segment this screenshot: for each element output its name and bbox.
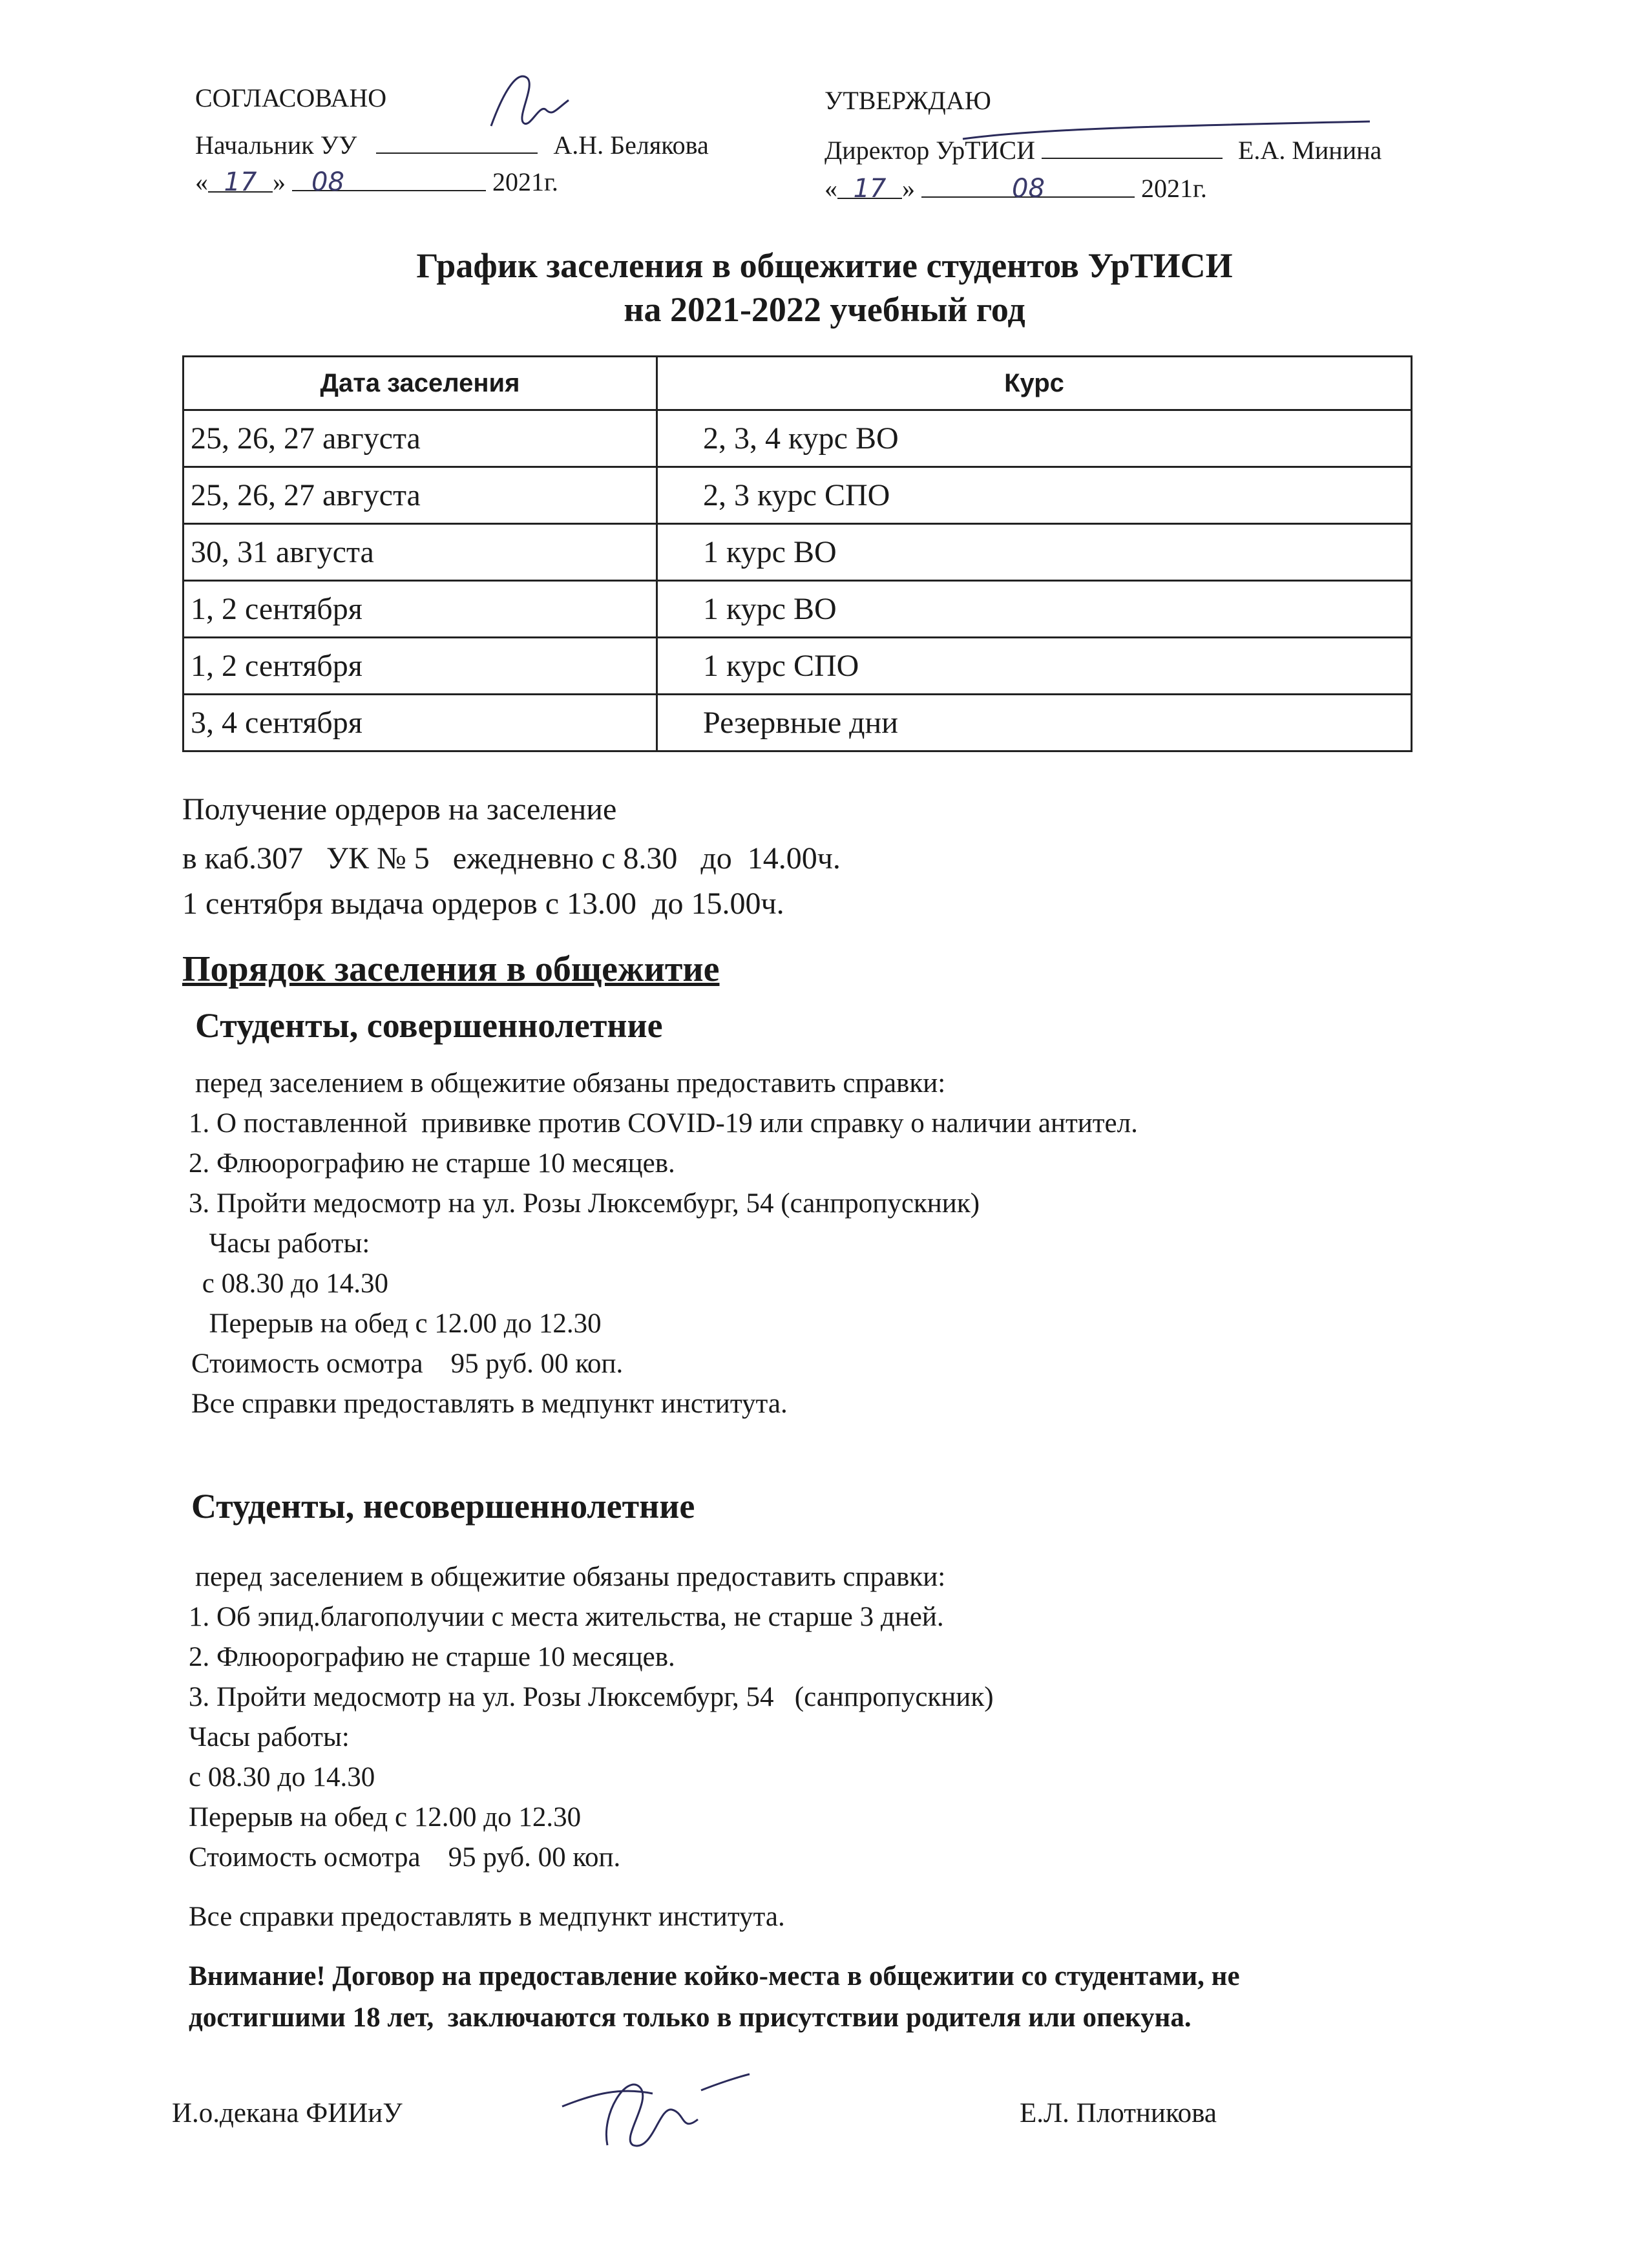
- approval-left-year: 2021г.: [492, 167, 558, 196]
- approval-right-signature: [956, 116, 1383, 155]
- minors-line: 3. Пройти медосмотр на ул. Розы Люксембург, 54 (санпропускник): [189, 1682, 994, 1712]
- approval-right-name: Е.А. Минина: [1238, 136, 1382, 165]
- table-row: [184, 638, 1412, 695]
- minors-line: перед заселением в общежитие обязаны предоставить справки:: [195, 1562, 946, 1592]
- minors-line: 2. Флюорографию не старше 10 месяцев.: [189, 1642, 675, 1672]
- adults-line: Перерыв на обед с 12.00 до 12.30: [195, 1308, 602, 1339]
- quote-close: »: [902, 174, 915, 203]
- table-row: [184, 410, 1412, 467]
- minors-line: Перерыв на обед с 12.00 до 12.30: [189, 1802, 582, 1832]
- footer-signature: [543, 2048, 762, 2178]
- adults-line: Все справки предоставлять в медпункт института.: [191, 1389, 788, 1419]
- document-title: График заселения в общежитие студентов УрТИСИ: [416, 246, 1233, 285]
- approval-left-heading: СОГЛАСОВАНО: [195, 83, 387, 112]
- cell-date: 30, 31 августа: [184, 524, 657, 581]
- cell-course: 1 курс ВО: [657, 524, 1412, 581]
- approval-left-month: 08: [292, 165, 486, 191]
- warning-line-1: Внимание! Договор на предоставление койко-места в общежитии со студентами, не: [189, 1961, 1240, 1991]
- cell-course: 1 курс ВО: [657, 581, 1412, 638]
- table-header-row: [184, 357, 1412, 410]
- cell-course: Резервные дни: [657, 695, 1412, 751]
- cell-course: 2, 3 курс СПО: [657, 467, 1412, 524]
- approval-left-name: А.Н. Белякова: [553, 131, 709, 160]
- orders-line-2: в каб.307 УК № 5 ежедневно с 8.30 до 14.00ч.: [182, 841, 841, 876]
- approval-left-position-line: [195, 127, 709, 162]
- orders-line-1: Получение ордеров на заселение: [182, 792, 617, 826]
- table-row: [184, 581, 1412, 638]
- table-row: [184, 524, 1412, 581]
- warning-line-2: достигшими 18 лет, заключаются только в присутствии родителя или опекуна.: [189, 2002, 1192, 2033]
- cell-course: 2, 3, 4 курс ВО: [657, 410, 1412, 467]
- adults-line: Часы работы:: [195, 1228, 370, 1259]
- quote-open: «: [824, 174, 837, 203]
- table-row: [184, 467, 1412, 524]
- footer-position: И.о.декана ФИИиУ: [172, 2098, 403, 2128]
- adults-line: Стоимость осмотра 95 руб. 00 коп.: [191, 1349, 624, 1379]
- minors-line: Стоимость осмотра 95 руб. 00 коп.: [189, 1842, 621, 1873]
- cell-date: 1, 2 сентября: [184, 638, 657, 695]
- adults-line: перед заселением в общежитие обязаны предоставить справки:: [195, 1068, 946, 1098]
- approval-left-day: 17: [208, 165, 273, 193]
- cell-date: 1, 2 сентября: [184, 581, 657, 638]
- cell-date: 3, 4 сентября: [184, 695, 657, 751]
- quote-open: «: [195, 167, 208, 196]
- approval-left-position: Начальник УУ: [195, 131, 357, 160]
- adults-line: 2. Флюорографию не старше 10 месяцев.: [189, 1148, 675, 1179]
- minors-line: с 08.30 до 14.30: [189, 1762, 375, 1792]
- approval-left-signature: [478, 65, 582, 142]
- minors-line: 1. Об эпид.благополучии с места жительства, не старше 3 дней.: [189, 1602, 944, 1632]
- adults-line: 3. Пройти медосмотр на ул. Розы Люксембург, 54 (санпропускник): [189, 1188, 980, 1219]
- column-header-date: Дата заселения: [184, 357, 657, 410]
- cell-date: 25, 26, 27 августа: [184, 410, 657, 467]
- document-subtitle: на 2021-2022 учебный год: [624, 290, 1025, 329]
- adults-heading: Студенты, совершеннолетние: [195, 1006, 663, 1045]
- approval-right-position: Директор УрТИСИ: [824, 136, 1035, 165]
- table-row: [184, 695, 1412, 751]
- approval-right-date-line: [824, 172, 1207, 205]
- approval-left-date-line: [195, 165, 558, 199]
- approval-right-month: 08: [921, 172, 1135, 198]
- orders-line-3: 1 сентября выдача ордеров с 13.00 до 15.00ч.: [182, 887, 784, 921]
- minors-final-line: Все справки предоставлять в медпункт института.: [189, 1902, 785, 1932]
- approval-right-day: 17: [837, 172, 902, 199]
- minors-heading: Студенты, несовершеннолетние: [191, 1487, 695, 1526]
- column-header-course: Курс: [657, 357, 1412, 410]
- minors-line: Часы работы:: [189, 1722, 350, 1752]
- approval-right-year: 2021г.: [1141, 174, 1207, 203]
- adults-line: 1. О поставленной прививке против COVID-19 или справку о наличии антител.: [189, 1108, 1138, 1139]
- schedule-table: [182, 355, 1413, 752]
- cell-course: 1 курс СПО: [657, 638, 1412, 695]
- adults-line: с 08.30 до 14.30: [195, 1268, 388, 1299]
- cell-date: 25, 26, 27 августа: [184, 467, 657, 524]
- footer-name: Е.Л. Плотникова: [1020, 2098, 1217, 2128]
- quote-close: »: [273, 167, 286, 196]
- approval-right-heading: УТВЕРЖДАЮ: [824, 86, 991, 115]
- procedure-heading: Порядок заселения в общежитие: [182, 949, 720, 989]
